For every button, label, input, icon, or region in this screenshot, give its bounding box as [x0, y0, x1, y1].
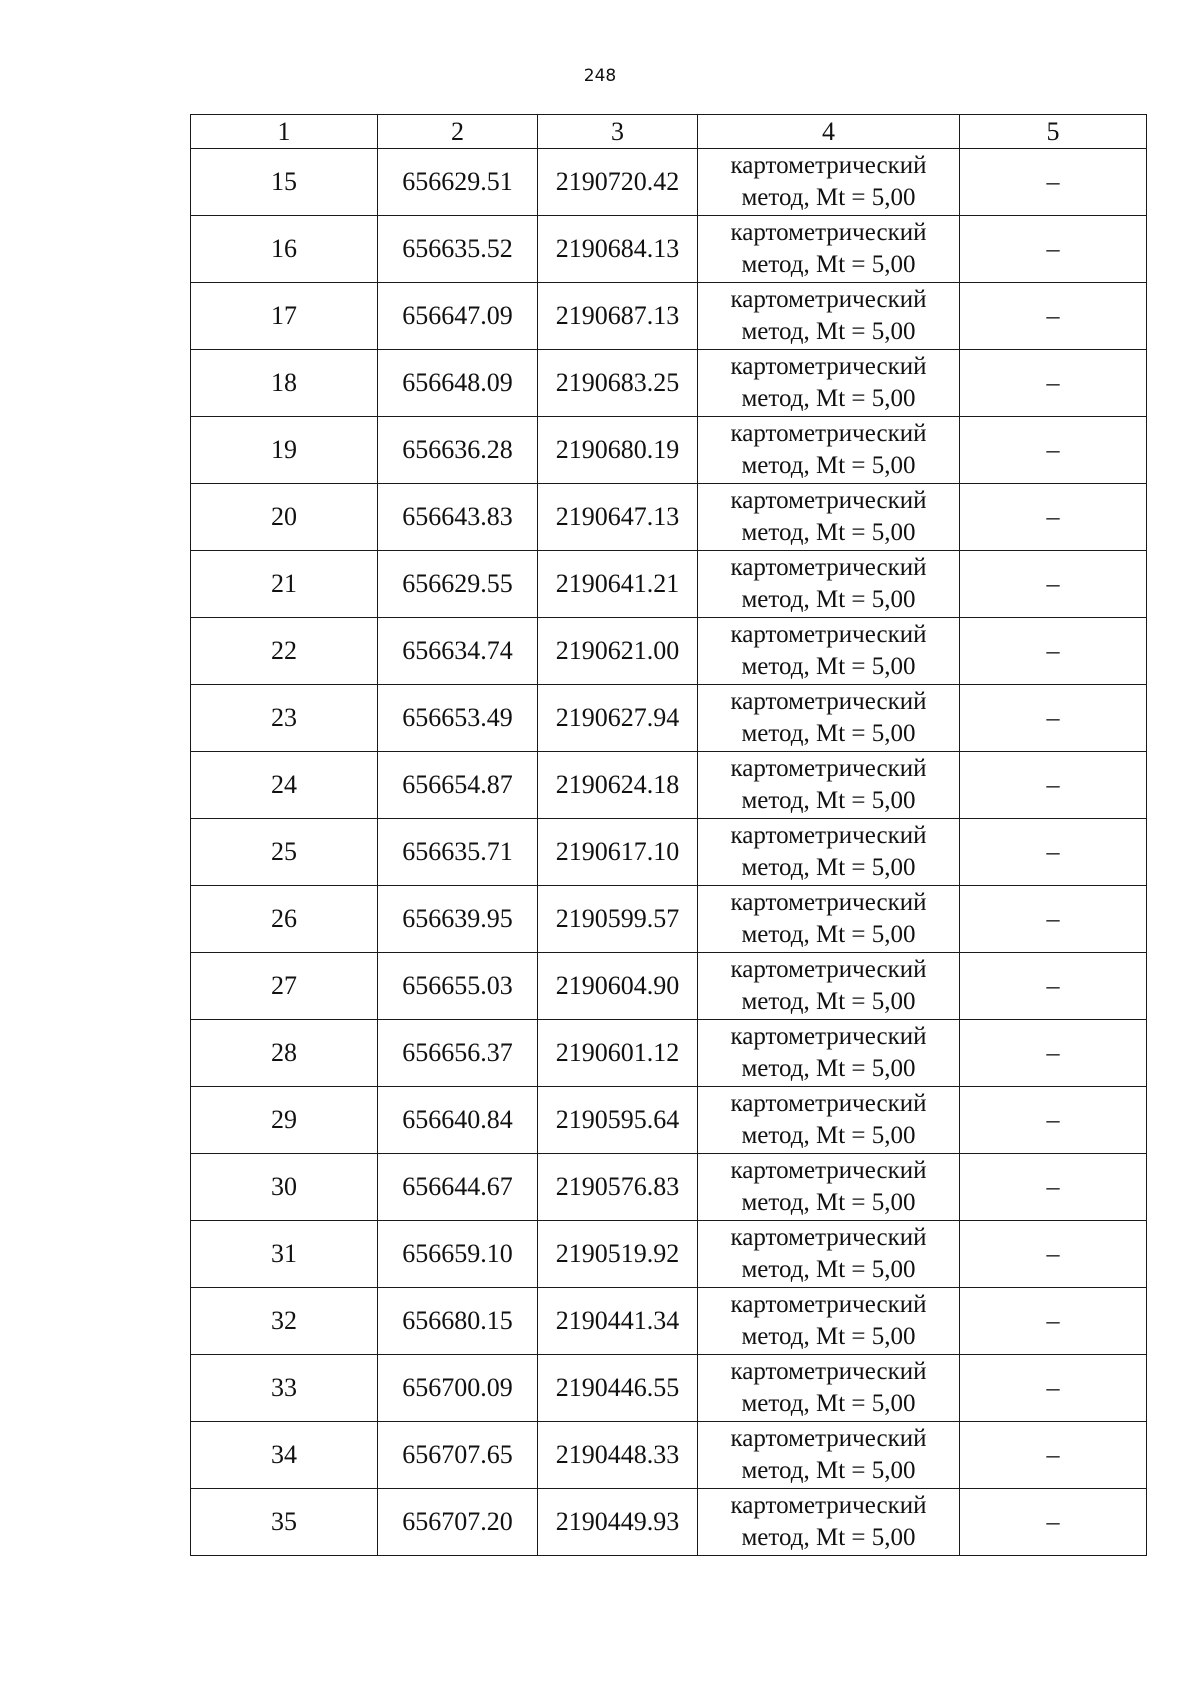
method-cell: [698, 283, 960, 350]
y-coordinate-cell: 2190641.21: [538, 551, 698, 618]
method-line-2: метод, Mt = 5,00: [741, 720, 916, 747]
note-cell: –: [960, 1020, 1147, 1087]
table-row: [191, 618, 1147, 685]
method-line-2: метод, Mt = 5,00: [741, 1323, 916, 1350]
table-row: [191, 350, 1147, 417]
note-cell: –: [960, 551, 1147, 618]
method-line-1: картометрический: [730, 889, 927, 916]
method-cell: [698, 886, 960, 953]
x-coordinate-cell: 656643.83: [378, 484, 538, 551]
x-coordinate-cell: 656700.09: [378, 1355, 538, 1422]
table-row: [191, 283, 1147, 350]
method-cell: [698, 216, 960, 283]
method-line-2: метод, Mt = 5,00: [741, 1390, 916, 1417]
method-line-2: метод, Mt = 5,00: [741, 988, 916, 1015]
note-cell: –: [960, 484, 1147, 551]
method-line-2: метод, Mt = 5,00: [741, 1457, 916, 1484]
y-coordinate-cell: 2190680.19: [538, 417, 698, 484]
note-cell: –: [960, 1288, 1147, 1355]
note-cell: –: [960, 1489, 1147, 1556]
point-number-cell: 21: [191, 551, 378, 618]
method-line-1: картометрический: [730, 1492, 927, 1519]
table-row: [191, 484, 1147, 551]
y-coordinate-cell: 2190621.00: [538, 618, 698, 685]
x-coordinate-cell: 656654.87: [378, 752, 538, 819]
y-coordinate-cell: 2190683.25: [538, 350, 698, 417]
note-cell: –: [960, 1422, 1147, 1489]
method-cell: [698, 1087, 960, 1154]
method-line-1: картометрический: [730, 1358, 927, 1385]
y-coordinate-cell: 2190720.42: [538, 149, 698, 216]
note-cell: –: [960, 1221, 1147, 1288]
method-line-2: метод, Mt = 5,00: [741, 452, 916, 479]
coordinates-table: [190, 114, 1147, 1556]
y-coordinate-cell: 2190576.83: [538, 1154, 698, 1221]
table-row: [191, 685, 1147, 752]
header-row: [191, 115, 1147, 149]
table-header: [191, 115, 1147, 149]
point-number-cell: 23: [191, 685, 378, 752]
point-number-cell: 17: [191, 283, 378, 350]
y-coordinate-cell: 2190604.90: [538, 953, 698, 1020]
note-cell: –: [960, 953, 1147, 1020]
header-col-1: 1: [191, 115, 378, 149]
x-coordinate-cell: 656629.55: [378, 551, 538, 618]
x-coordinate-cell: 656648.09: [378, 350, 538, 417]
note-cell: –: [960, 1087, 1147, 1154]
method-line-1: картометрический: [730, 1224, 927, 1251]
method-line-2: метод, Mt = 5,00: [741, 318, 916, 345]
point-number-cell: 33: [191, 1355, 378, 1422]
table-row: [191, 1422, 1147, 1489]
method-cell: [698, 1221, 960, 1288]
point-number-cell: 22: [191, 618, 378, 685]
header-col-3: 3: [538, 115, 698, 149]
x-coordinate-cell: 656647.09: [378, 283, 538, 350]
table-body: [191, 149, 1147, 1556]
table-row: [191, 1020, 1147, 1087]
point-number-cell: 32: [191, 1288, 378, 1355]
table-row: [191, 953, 1147, 1020]
y-coordinate-cell: 2190448.33: [538, 1422, 698, 1489]
method-cell: [698, 417, 960, 484]
note-cell: –: [960, 350, 1147, 417]
x-coordinate-cell: 656639.95: [378, 886, 538, 953]
y-coordinate-cell: 2190599.57: [538, 886, 698, 953]
x-coordinate-cell: 656634.74: [378, 618, 538, 685]
method-cell: [698, 1422, 960, 1489]
point-number-cell: 34: [191, 1422, 378, 1489]
x-coordinate-cell: 656707.65: [378, 1422, 538, 1489]
method-line-1: картометрический: [730, 1291, 927, 1318]
method-cell: [698, 350, 960, 417]
x-coordinate-cell: 656655.03: [378, 953, 538, 1020]
method-line-2: метод, Mt = 5,00: [741, 586, 916, 613]
point-number-cell: 35: [191, 1489, 378, 1556]
note-cell: –: [960, 819, 1147, 886]
method-line-1: картометрический: [730, 1425, 927, 1452]
point-number-cell: 19: [191, 417, 378, 484]
method-cell: [698, 752, 960, 819]
table-row: [191, 417, 1147, 484]
note-cell: –: [960, 1154, 1147, 1221]
x-coordinate-cell: 656653.49: [378, 685, 538, 752]
point-number-cell: 31: [191, 1221, 378, 1288]
method-cell: [698, 685, 960, 752]
y-coordinate-cell: 2190647.13: [538, 484, 698, 551]
x-coordinate-cell: 656659.10: [378, 1221, 538, 1288]
header-col-2: 2: [378, 115, 538, 149]
y-coordinate-cell: 2190601.12: [538, 1020, 698, 1087]
method-line-1: картометрический: [730, 688, 927, 715]
y-coordinate-cell: 2190684.13: [538, 216, 698, 283]
table-row: [191, 752, 1147, 819]
table-row: [191, 1087, 1147, 1154]
table-row: [191, 1221, 1147, 1288]
table-row: [191, 1288, 1147, 1355]
point-number-cell: 25: [191, 819, 378, 886]
method-line-2: метод, Mt = 5,00: [741, 921, 916, 948]
point-number-cell: 16: [191, 216, 378, 283]
method-cell: [698, 819, 960, 886]
table-row: [191, 1355, 1147, 1422]
table-row: [191, 886, 1147, 953]
x-coordinate-cell: 656635.52: [378, 216, 538, 283]
y-coordinate-cell: 2190449.93: [538, 1489, 698, 1556]
method-line-1: картометрический: [730, 353, 927, 380]
method-line-2: метод, Mt = 5,00: [741, 519, 916, 546]
method-line-2: метод, Mt = 5,00: [741, 854, 916, 881]
method-cell: [698, 1154, 960, 1221]
y-coordinate-cell: 2190446.55: [538, 1355, 698, 1422]
method-cell: [698, 1489, 960, 1556]
method-line-2: метод, Mt = 5,00: [741, 184, 916, 211]
note-cell: –: [960, 417, 1147, 484]
page-number: 248: [583, 66, 617, 86]
note-cell: –: [960, 1355, 1147, 1422]
point-number-cell: 28: [191, 1020, 378, 1087]
x-coordinate-cell: 656640.84: [378, 1087, 538, 1154]
x-coordinate-cell: 656636.28: [378, 417, 538, 484]
method-cell: [698, 953, 960, 1020]
method-line-1: картометрический: [730, 822, 927, 849]
x-coordinate-cell: 656707.20: [378, 1489, 538, 1556]
method-line-1: картометрический: [730, 621, 927, 648]
point-number-cell: 27: [191, 953, 378, 1020]
method-cell: [698, 484, 960, 551]
y-coordinate-cell: 2190687.13: [538, 283, 698, 350]
method-line-1: картометрический: [730, 1157, 927, 1184]
x-coordinate-cell: 656629.51: [378, 149, 538, 216]
y-coordinate-cell: 2190595.64: [538, 1087, 698, 1154]
y-coordinate-cell: 2190617.10: [538, 819, 698, 886]
y-coordinate-cell: 2190441.34: [538, 1288, 698, 1355]
point-number-cell: 26: [191, 886, 378, 953]
method-cell: [698, 551, 960, 618]
method-line-1: картометрический: [730, 487, 927, 514]
method-cell: [698, 1355, 960, 1422]
x-coordinate-cell: 656635.71: [378, 819, 538, 886]
note-cell: –: [960, 149, 1147, 216]
method-line-2: метод, Mt = 5,00: [741, 1256, 916, 1283]
x-coordinate-cell: 656644.67: [378, 1154, 538, 1221]
method-cell: [698, 1288, 960, 1355]
table-row: [191, 149, 1147, 216]
header-col-4: 4: [698, 115, 960, 149]
y-coordinate-cell: 2190519.92: [538, 1221, 698, 1288]
method-line-1: картометрический: [730, 219, 927, 246]
note-cell: –: [960, 216, 1147, 283]
note-cell: –: [960, 618, 1147, 685]
method-line-1: картометрический: [730, 152, 927, 179]
table-row: [191, 551, 1147, 618]
y-coordinate-cell: 2190624.18: [538, 752, 698, 819]
method-line-2: метод, Mt = 5,00: [741, 1524, 916, 1551]
point-number-cell: 15: [191, 149, 378, 216]
method-line-2: метод, Mt = 5,00: [741, 385, 916, 412]
x-coordinate-cell: 656656.37: [378, 1020, 538, 1087]
point-number-cell: 20: [191, 484, 378, 551]
method-line-1: картометрический: [730, 554, 927, 581]
table-row: [191, 1154, 1147, 1221]
method-line-1: картометрический: [730, 420, 927, 447]
table-row: [191, 819, 1147, 886]
note-cell: –: [960, 886, 1147, 953]
x-coordinate-cell: 656680.15: [378, 1288, 538, 1355]
table-row: [191, 216, 1147, 283]
method-line-1: картометрический: [730, 755, 927, 782]
header-col-5: 5: [960, 115, 1147, 149]
table-row: [191, 1489, 1147, 1556]
point-number-cell: 29: [191, 1087, 378, 1154]
method-line-1: картометрический: [730, 1023, 927, 1050]
method-line-2: метод, Mt = 5,00: [741, 251, 916, 278]
note-cell: –: [960, 752, 1147, 819]
method-line-2: метод, Mt = 5,00: [741, 1055, 916, 1082]
note-cell: –: [960, 685, 1147, 752]
point-number-cell: 18: [191, 350, 378, 417]
method-line-1: картометрический: [730, 1090, 927, 1117]
method-cell: [698, 149, 960, 216]
method-line-1: картометрический: [730, 956, 927, 983]
point-number-cell: 24: [191, 752, 378, 819]
method-line-2: метод, Mt = 5,00: [741, 1122, 916, 1149]
point-number-cell: 30: [191, 1154, 378, 1221]
note-cell: –: [960, 283, 1147, 350]
y-coordinate-cell: 2190627.94: [538, 685, 698, 752]
method-line-1: картометрический: [730, 286, 927, 313]
method-line-2: метод, Mt = 5,00: [741, 787, 916, 814]
method-cell: [698, 1020, 960, 1087]
method-line-2: метод, Mt = 5,00: [741, 1189, 916, 1216]
method-line-2: метод, Mt = 5,00: [741, 653, 916, 680]
method-cell: [698, 618, 960, 685]
